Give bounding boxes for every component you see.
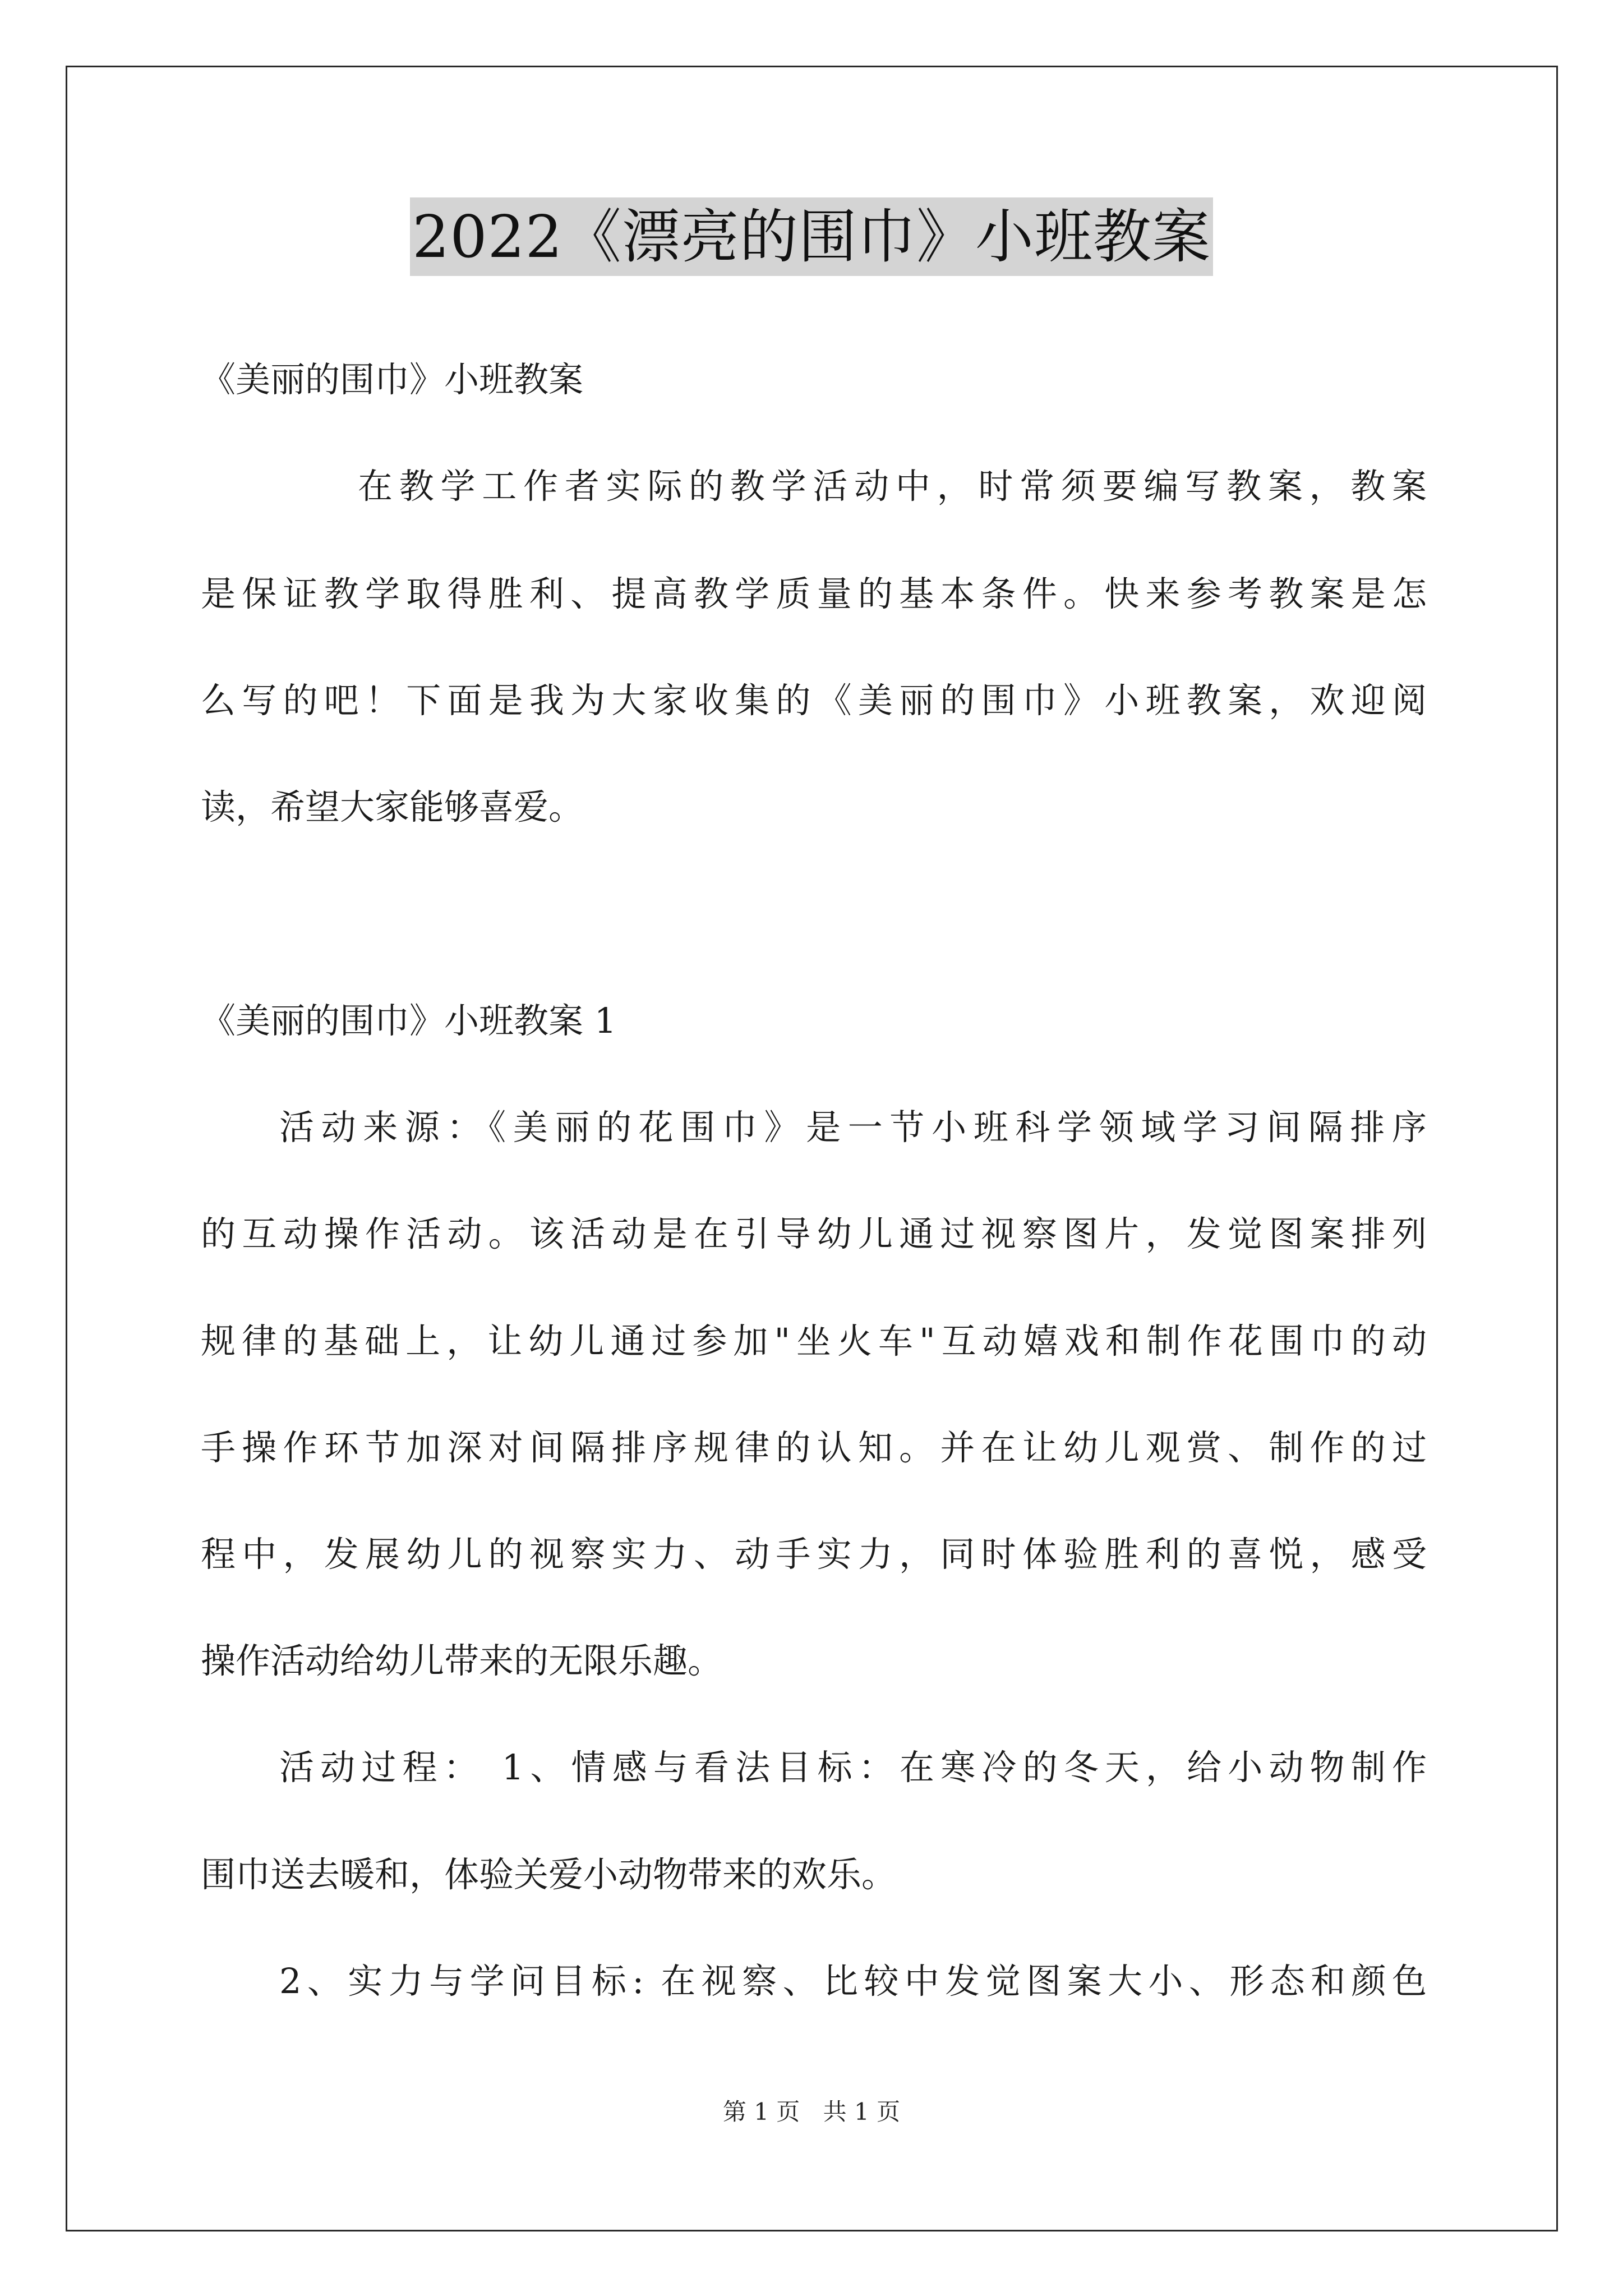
intro-line-2: 是保证教学取得胜利、提高教学质量的基本条件。快来参考教案是怎 <box>201 573 1427 614</box>
intro-line-4: 读，希望大家能够喜爱。 <box>201 786 584 827</box>
title-container <box>0 197 1623 276</box>
source-line-6: 操作活动给幼儿带来的无限乐趣。 <box>201 1640 723 1681</box>
source-line-4: 手操作环节加深对间隔排序规律的认知。并在让幼儿观赏、制作的过 <box>201 1427 1427 1468</box>
intro-line-3: 么写的吧！下面是我为大家收集的《美丽的围巾》小班教案，欢迎阅 <box>201 680 1427 721</box>
source-line-3: 规律的基础上，让幼儿通过参加"坐火车"互动嬉戏和制作花围巾的动 <box>201 1320 1427 1361</box>
section-heading: 《美丽的围巾》小班教案 1 <box>201 1000 617 1041</box>
source-line-2: 的互动操作活动。该活动是在引导幼儿通过视察图片，发觉图案排列 <box>201 1213 1427 1254</box>
source-line-5: 程中，发展幼儿的视察实力、动手实力，同时体验胜利的喜悦，感受 <box>201 1534 1427 1575</box>
page-footer <box>0 2095 1623 2129</box>
page-total: 共 1 页 <box>823 2098 901 2125</box>
source-line-1: 活动来源：《美丽的花围巾》是一节小班科学领域学习间隔排序 <box>279 1107 1427 1148</box>
subtitle: 《美丽的围巾》小班教案 <box>201 359 584 400</box>
process-line-1: 活动过程： 1、情感与看法目标：在寒冷的冬天，给小动物制作 <box>279 1747 1427 1788</box>
goal2-line: 2、实力与学问目标: 在视察、比较中发觉图案大小、形态和颜色 <box>279 1961 1427 2001</box>
document-title: 2022《漂亮的围巾》小班教案 <box>410 197 1213 276</box>
page-number: 第 1 页 <box>722 2098 800 2125</box>
process-line-2: 围巾送去暖和，体验关爱小动物带来的欢乐。 <box>201 1854 897 1895</box>
intro-line-1: 在教学工作者实际的教学活动中，时常须要编写教案，教案 <box>358 466 1427 507</box>
